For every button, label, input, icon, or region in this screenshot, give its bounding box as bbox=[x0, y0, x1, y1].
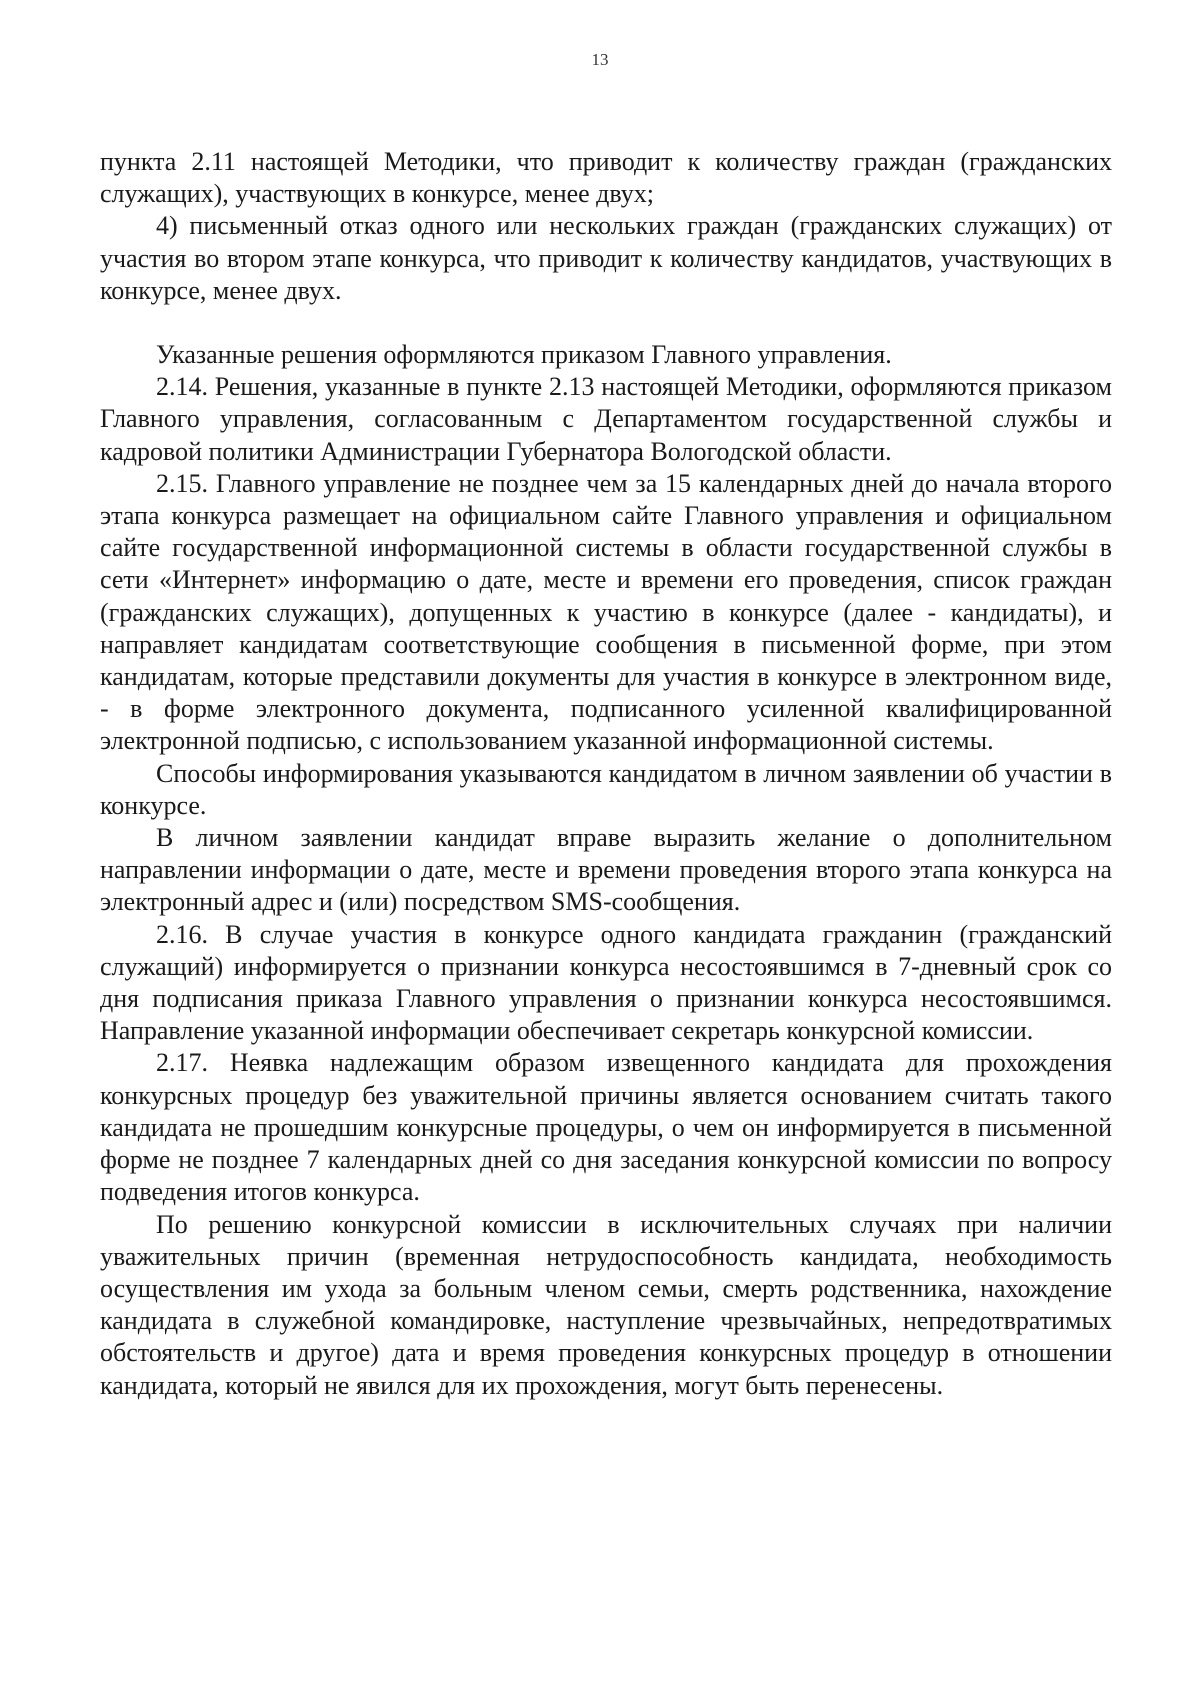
paragraph-notification-methods: Способы информирования указываются кандидатом в личном заявлении об участии в конкурсе. bbox=[100, 758, 1112, 820]
paragraph-decisions-note: Указанные решения оформляются приказом Главного управления. bbox=[156, 340, 892, 370]
paragraph-2-17: 2.17. Неявка надлежащим образом извещенного кандидата для прохождения конкурсных процедур без уважительной причины является основанием считать такого кандидата не прошедшим конкурсные процедуры, о чем он информируется в письменной форме не позднее 7 календарных дней со дня заседания конкурсной комиссии по вопросу подведения итогов конкурса. bbox=[100, 1048, 1112, 1207]
paragraph-item-4: 4) письменный отказ одного или нескольких граждан (гражданских служащих) от участия во втором этапе конкурса, что приводит к количеству кандидатов, участвующих в конкурсе, менее двух. bbox=[100, 211, 1112, 305]
paragraph-2-16: 2.16. В случае участия в конкурсе одного кандидата гражданин (гражданский служащий) информируется о признании конкурса несостоявшимся в 7-дневный срок со дня подписания приказа Главного управления о признании конкурса несостоявшимся. Направление указанной информации обеспечивает секретарь конкурсной комиссии. bbox=[100, 919, 1112, 1046]
paragraph-postponement: По решению конкурсной комиссии в исключительных случаях при наличии уважительных причин (временная нетрудоспособность кандидата, необходимость осуществления им ухода за больным членом семьи, смерть родственника, нахождение кандидата в служебной командировке, наступление чрезвычайных, непредотвратимых обстоятельств и другое) дата и время проведения конкурсных процедур в отношении кандидата, который не явился для их прохождения, могут быть перенесены. bbox=[100, 1209, 1112, 1400]
page-number: 13 bbox=[591, 50, 609, 69]
paragraph-2-15: 2.15. Главного управление не позднее чем за 15 календарных дней до начала второго этапа конкурса размещает на официальном сайте Главного управления и официальном сайте государственной информационной системы в области государственной службы в сети «Интернет» информацию о дате, месте и времени его проведения, список граждан (гражданских служащих), допущенных к участию в конкурсе (далее - кандидаты), и направляет кандидатам соответствующие сообщения в письменной форме, при этом кандидатам, которые представили документы для участия в конкурсе в электронном виде, - в форме электронного документа, подписанного усиленной квалифицированной электронной подписью, с использованием указанной информационной системы. bbox=[100, 468, 1112, 756]
document-body bbox=[100, 146, 1112, 1402]
paragraph-additional-notification: В личном заявлении кандидат вправе выразить желание о дополнительном направлении информации о дате, месте и времени проведения второго этапа конкурса на электронный адрес и (или) посредством SMS-сообщения. bbox=[100, 823, 1112, 917]
paragraph-2-14: 2.14. Решения, указанные в пункте 2.13 настоящей Методики, оформляются приказом Главного управления, согласованным с Департаментом государственной службы и кадровой политики Администрации Губернатора Вологодской области. bbox=[100, 372, 1112, 466]
paragraph-continuation: пункта 2.11 настоящей Методики, что приводит к количеству граждан (гражданских служащих), участвующих в конкурсе, менее двух; bbox=[100, 147, 1112, 209]
